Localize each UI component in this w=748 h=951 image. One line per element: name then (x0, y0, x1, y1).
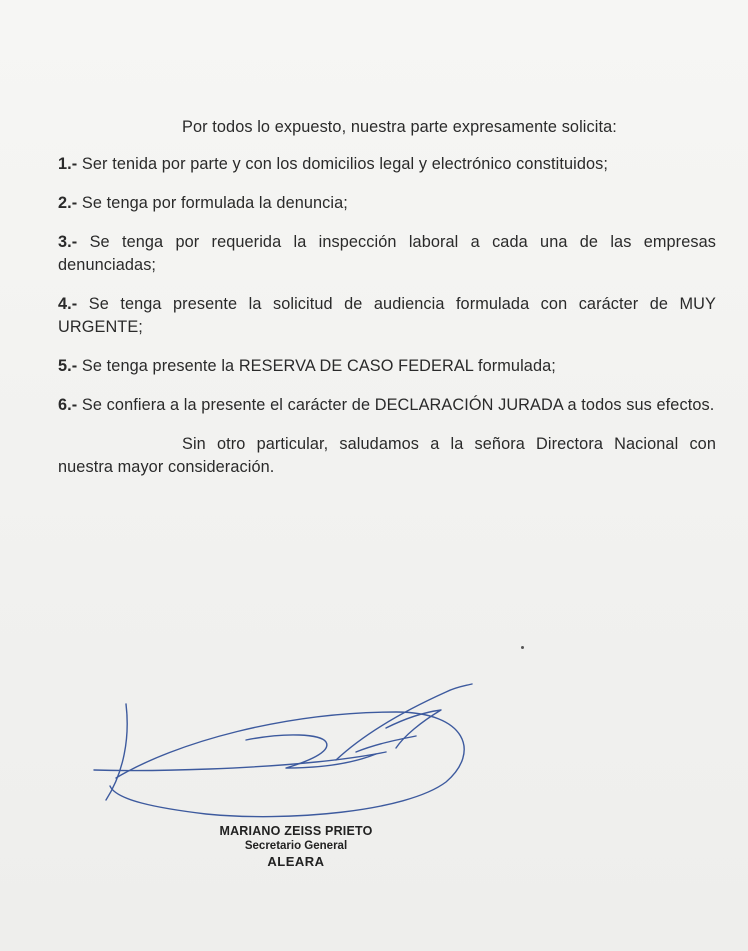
item-number: 3.- (58, 233, 78, 251)
item-number: 4.- (58, 295, 78, 313)
request-item-2 (58, 192, 716, 215)
request-item-6 (58, 394, 716, 417)
item-text: Se tenga por formulada la denuncia; (77, 194, 348, 212)
signatory-title: Secretario General (244, 840, 348, 852)
intro-paragraph: Por todos lo expuesto, nuestra parte expresamente solicita: (182, 118, 617, 136)
item-number: 1.- (58, 155, 78, 173)
signatory-block (196, 824, 396, 869)
signatory-organization: ALEARA (267, 854, 325, 869)
item-number: 6.- (58, 396, 78, 414)
signatory-name: MARIANO ZEISS PRIETO (219, 824, 373, 838)
handwritten-signature (86, 682, 486, 832)
item-text: Ser tenida por parte y con los domicilios legal y electrónico constituidos; (77, 155, 608, 173)
request-item-5 (58, 355, 716, 378)
item-text: Se tenga por requerida la inspección laboral a cada una de las empresas denunciadas; (58, 233, 716, 274)
item-number: 2.- (58, 194, 78, 212)
ink-speck (521, 646, 524, 649)
document-body (58, 116, 716, 495)
item-text: Se confiera a la presente el carácter de DECLARACIÓN JURADA a todos sus efectos. (77, 396, 715, 414)
request-item-4 (58, 293, 716, 339)
request-item-1 (58, 153, 716, 176)
item-number: 5.- (58, 357, 78, 375)
item-text: Se tenga presente la RESERVA DE CASO FEDERAL formulada; (77, 357, 556, 375)
closing-paragraph: Sin otro particular, saludamos a la señora Directora Nacional con nuestra mayor consideración. (58, 435, 716, 476)
item-text: Se tenga presente la solicitud de audiencia formulada con carácter de MUY URGENTE; (58, 295, 716, 336)
request-item-3 (58, 231, 716, 277)
